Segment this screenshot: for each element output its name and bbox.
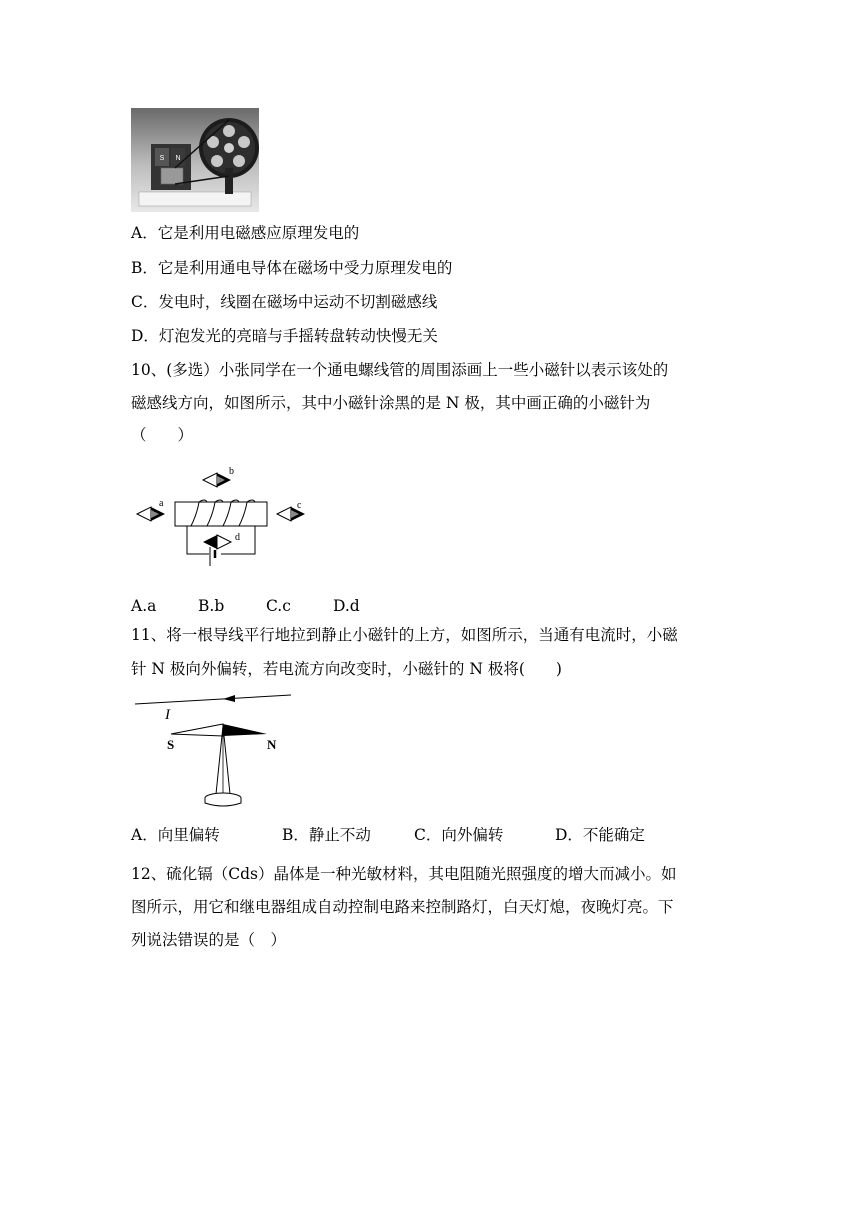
solenoid-figure [131,462,311,572]
q10-text-line-1: 10、(多选）小张同学在一个通电螺线管的周围添画上一些小磁针以表示该处的 [131,361,669,379]
q9-option-d: D．灯泡发光的亮暗与手摇转盘转动快慢无关 [131,327,438,345]
q9-option-b: B．它是利用通电导体在磁场中受力原理发电的 [131,259,453,277]
q10-text-line-2: 磁感线方向，如图所示，其中小磁针涂黑的是 N 极，其中画正确的小磁针为 [131,394,651,412]
compass-a [137,507,165,521]
compass-n-label: N [267,737,277,752]
generator-photo [131,108,259,212]
compass-d [203,535,231,549]
label-b: b [229,466,234,477]
q10-option-c: C.c [266,597,291,615]
label-a: a [159,498,164,509]
magnet-n-label: N [175,155,181,162]
q10-option-b: B.b [198,597,225,615]
q9-option-c: C．发电时，线圈在磁场中运动不切割磁感线 [131,293,438,311]
q12-text-line-3: 列说法错误的是（ ） [131,931,287,949]
compass-s-label: S [167,737,175,752]
q10-option-d: D.d [333,597,360,615]
current-label: I [165,707,170,723]
q11-option-d: D．不能确定 [555,826,645,844]
q11-text-line-1: 11、将一根导线平行地拉到静止小磁针的上方，如图所示，当通有电流时，小磁 [131,626,678,644]
q12-text-line-1: 12、硫化镉（Cds）晶体是一种光敏材料，其电阻随光照强度的增大而减小。如 [131,865,677,883]
q11-option-a: A．向里偏转 [131,826,220,844]
compass-b [203,473,231,487]
q10-text-line-3: （ ） [131,426,194,444]
wire-compass-figure [131,686,301,812]
q11-text-line-2: 针 N 极向外偏转，若电流方向改变时，小磁针的 N 极将( ) [131,660,562,678]
label-c: c [297,500,302,511]
q11-option-b: B．静止不动 [282,826,371,844]
magnet-s-label: S [159,155,165,162]
q10-option-a: A.a [131,597,157,615]
q9-option-a: A．它是利用电磁感应原理发电的 [131,224,360,242]
label-d: d [235,532,240,543]
q11-option-c: C．向外偏转 [414,826,504,844]
q12-text-line-2: 图所示，用它和继电器组成自动控制电路来控制路灯，白天灯熄，夜晚灯亮。下 [131,898,674,916]
